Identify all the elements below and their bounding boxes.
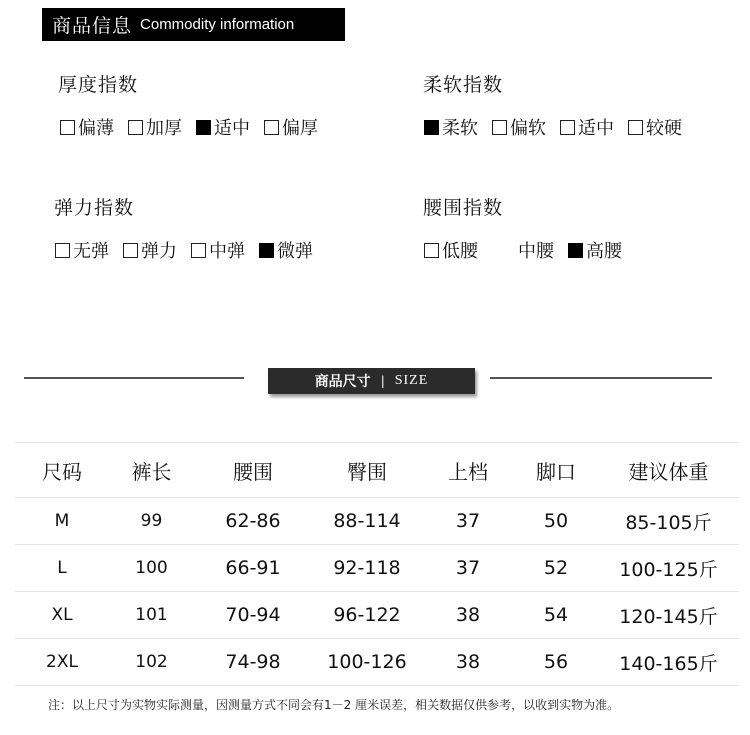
option-label: 微弹 bbox=[277, 241, 313, 262]
option-0-0 bbox=[60, 114, 114, 140]
commodity-info-header bbox=[42, 8, 345, 41]
option-label: 高腰 bbox=[586, 241, 622, 262]
table-cell: L bbox=[15, 545, 109, 592]
option-label: 较硬 bbox=[646, 118, 682, 139]
size-section-badge bbox=[268, 368, 475, 394]
checked-box-icon bbox=[196, 120, 211, 135]
empty-box-icon bbox=[264, 120, 279, 135]
table-cell: 38 bbox=[422, 592, 514, 639]
empty-box-icon bbox=[191, 243, 206, 258]
table-cell: 120-145斤 bbox=[598, 592, 739, 639]
empty-box-icon bbox=[55, 243, 70, 258]
table-cell: 2XL bbox=[15, 639, 109, 686]
option-label: 偏厚 bbox=[282, 118, 318, 139]
option-label: 中弹 bbox=[209, 241, 245, 262]
col-header-hip: 臀围 bbox=[312, 443, 422, 498]
header-title-en: Commodity information bbox=[140, 16, 295, 33]
empty-box-icon bbox=[492, 120, 507, 135]
option-label: 加厚 bbox=[146, 118, 182, 139]
empty-box-icon bbox=[628, 120, 643, 135]
table-cell: 88-114 bbox=[312, 498, 422, 545]
size-table bbox=[15, 442, 739, 686]
table-cell: 50 bbox=[514, 498, 598, 545]
table-cell: 38 bbox=[422, 639, 514, 686]
empty-box-icon bbox=[123, 243, 138, 258]
option-label: 偏薄 bbox=[78, 118, 114, 139]
empty-box-icon bbox=[60, 120, 75, 135]
table-cell: 70-94 bbox=[194, 592, 312, 639]
header-title-cn: 商品信息 bbox=[52, 15, 133, 37]
table-cell: 102 bbox=[109, 639, 194, 686]
elasticity-index-title: 弹力指数 bbox=[54, 197, 135, 219]
option-2-0 bbox=[55, 237, 109, 263]
waist-options bbox=[424, 237, 636, 263]
table-cell: 99 bbox=[109, 498, 194, 545]
waist-index-title: 腰围指数 bbox=[423, 197, 504, 219]
table-cell: 140-165斤 bbox=[598, 639, 739, 686]
table-cell: 85-105斤 bbox=[598, 498, 739, 545]
col-header-leg-opening: 脚口 bbox=[514, 443, 598, 498]
divider-left bbox=[24, 377, 244, 379]
table-cell: 66-91 bbox=[194, 545, 312, 592]
option-3-0 bbox=[424, 237, 478, 263]
col-header-rise: 上档 bbox=[422, 443, 514, 498]
table-cell: 62-86 bbox=[194, 498, 312, 545]
table-cell: 100 bbox=[109, 545, 194, 592]
table-row bbox=[15, 592, 739, 639]
option-1-2 bbox=[560, 114, 614, 140]
option-3-1 bbox=[518, 237, 554, 263]
option-label: 低腰 bbox=[442, 241, 478, 262]
col-header-length: 裤长 bbox=[109, 443, 194, 498]
option-label: 适中 bbox=[578, 118, 614, 139]
table-cell: 56 bbox=[514, 639, 598, 686]
table-cell: M bbox=[15, 498, 109, 545]
col-header-waist: 腰围 bbox=[194, 443, 312, 498]
thickness-options bbox=[60, 114, 332, 140]
option-label: 柔软 bbox=[442, 118, 478, 139]
table-cell: 37 bbox=[422, 545, 514, 592]
option-1-0 bbox=[424, 114, 478, 140]
measurement-note: 注：以上尺寸为实物实际测量，因测量方式不同会有1－2 厘米误差，相关数据仅供参考，以收到实物为准。 bbox=[48, 698, 620, 712]
table-row bbox=[15, 639, 739, 686]
thickness-index-title: 厚度指数 bbox=[58, 74, 139, 96]
table-row bbox=[15, 498, 739, 545]
empty-box-icon bbox=[424, 243, 439, 258]
size-section-separator: | bbox=[380, 374, 385, 388]
size-section-en: SIZE bbox=[394, 373, 429, 388]
table-cell: 37 bbox=[422, 498, 514, 545]
option-3-2 bbox=[568, 237, 622, 263]
table-cell: 54 bbox=[514, 592, 598, 639]
col-header-weight: 建议体重 bbox=[598, 443, 739, 498]
empty-box-icon bbox=[128, 120, 143, 135]
table-cell: 100-125斤 bbox=[598, 545, 739, 592]
option-1-1 bbox=[492, 114, 546, 140]
size-table-header-row bbox=[15, 443, 739, 498]
option-label: 无弹 bbox=[73, 241, 109, 262]
option-2-3 bbox=[259, 237, 313, 263]
table-cell: XL bbox=[15, 592, 109, 639]
table-cell: 101 bbox=[109, 592, 194, 639]
option-1-3 bbox=[628, 114, 682, 140]
checked-box-icon bbox=[259, 243, 274, 258]
elasticity-options bbox=[55, 237, 327, 263]
empty-box-icon bbox=[560, 120, 575, 135]
softness-index-title: 柔软指数 bbox=[423, 74, 504, 96]
option-2-1 bbox=[123, 237, 177, 263]
divider-right bbox=[490, 377, 712, 379]
size-section-cn: 商品尺寸 bbox=[314, 374, 371, 390]
table-cell: 100-126 bbox=[312, 639, 422, 686]
option-2-2 bbox=[191, 237, 245, 263]
checked-box-icon bbox=[424, 120, 439, 135]
option-label: 中腰 bbox=[518, 241, 554, 262]
table-row bbox=[15, 545, 739, 592]
option-label: 弹力 bbox=[141, 241, 177, 262]
softness-options bbox=[424, 114, 696, 140]
checked-box-icon bbox=[568, 243, 583, 258]
option-0-1 bbox=[128, 114, 182, 140]
table-cell: 96-122 bbox=[312, 592, 422, 639]
option-label: 偏软 bbox=[510, 118, 546, 139]
option-label: 适中 bbox=[214, 118, 250, 139]
col-header-size: 尺码 bbox=[15, 443, 109, 498]
table-cell: 74-98 bbox=[194, 639, 312, 686]
table-cell: 92-118 bbox=[312, 545, 422, 592]
option-0-2 bbox=[196, 114, 250, 140]
table-cell: 52 bbox=[514, 545, 598, 592]
option-0-3 bbox=[264, 114, 318, 140]
